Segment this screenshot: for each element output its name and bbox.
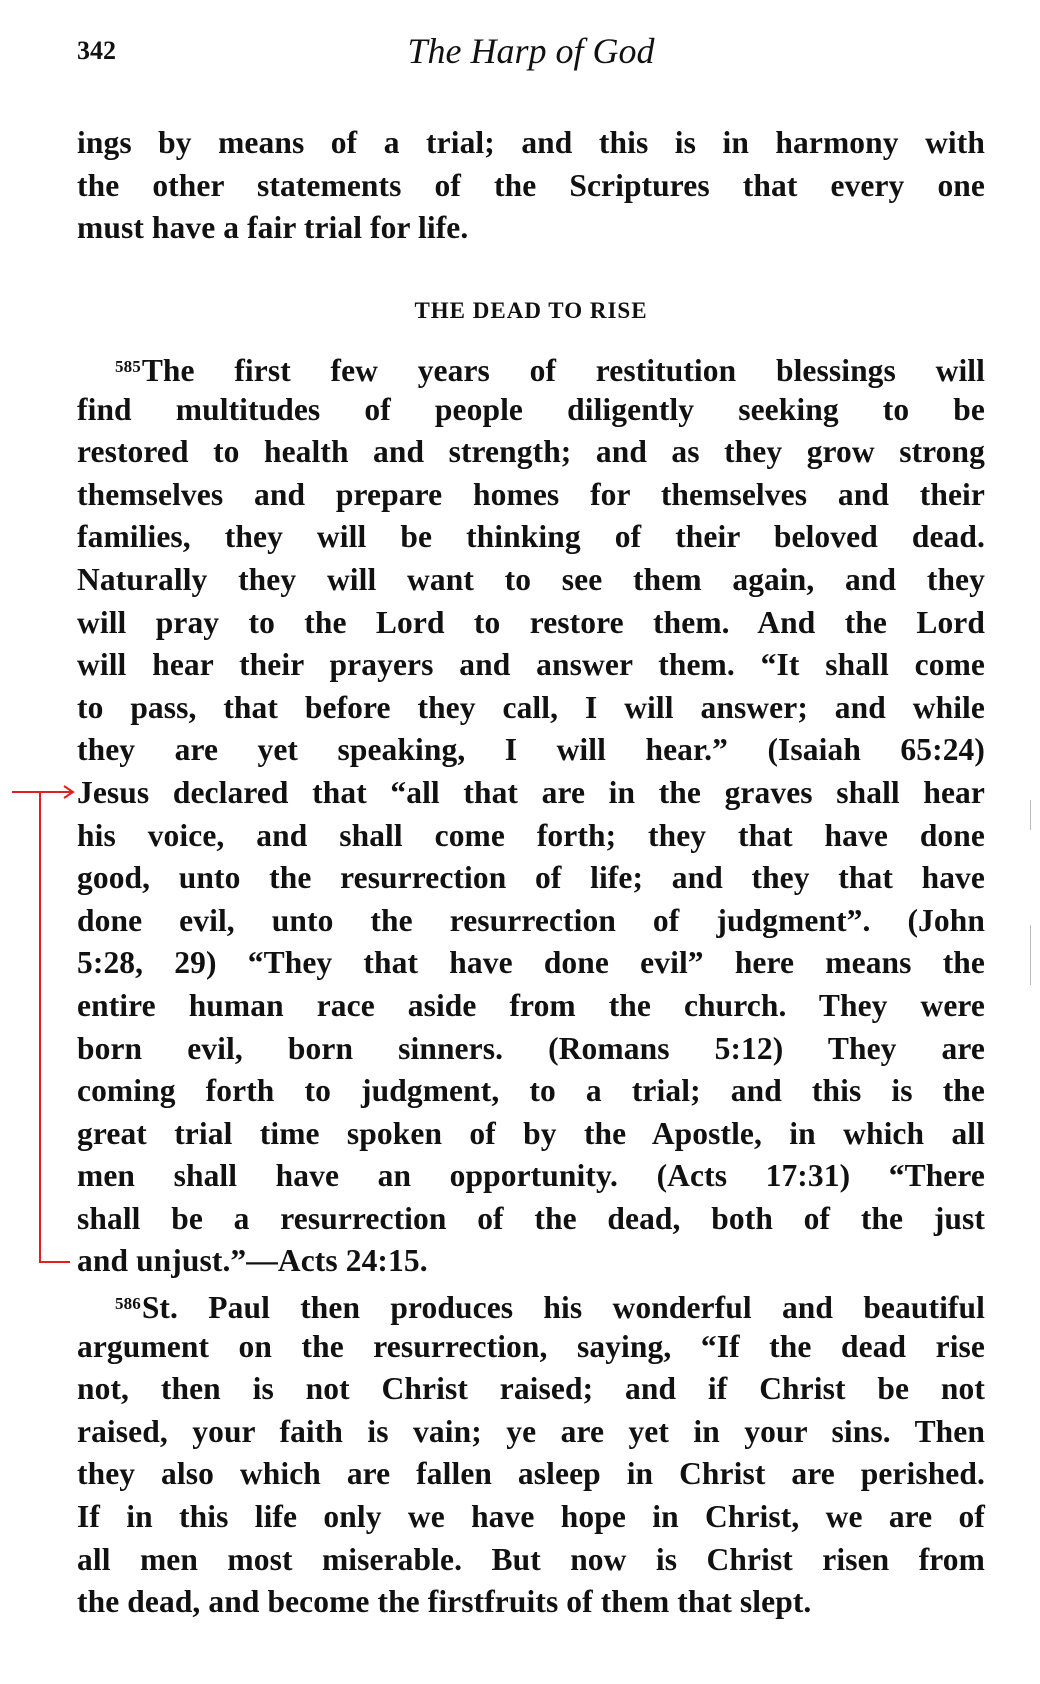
text-line [77, 389, 985, 432]
text-line [77, 942, 985, 985]
line-text: raised, your faith is vain; ye are yet in your sins. Then [77, 1413, 985, 1449]
scan-margin-mark [1030, 925, 1031, 985]
line-text: his voice, and shall come forth; they that have done [77, 817, 985, 853]
text-line [77, 1113, 985, 1156]
line-text: shall be a resurrection of the dead, both of the just [77, 1200, 985, 1236]
line-text: they also which are fallen asleep in Christ are perished. [77, 1456, 985, 1492]
text-line [77, 165, 985, 208]
paragraph-585 [77, 346, 985, 1283]
line-text: If in this life only we have hope in Christ, we are of [77, 1498, 985, 1534]
text-line [77, 772, 985, 815]
text-line [77, 207, 985, 250]
text-line [77, 900, 985, 943]
line-text: born evil, born sinners. (Romans 5:12) They are [77, 1030, 985, 1066]
line-text: the other statements of the Scriptures that every one [77, 167, 985, 203]
text-line [77, 1496, 985, 1539]
text-line [77, 1028, 985, 1071]
line-text: good, unto the resurrection of life; and they that have [77, 860, 985, 896]
line-text: to pass, that before they call, I will answer; and while [77, 689, 985, 725]
text-line [77, 516, 985, 559]
line-text: Naturally they will want to see them again, and they [77, 561, 985, 597]
line-text: they are yet speaking, I will hear.” (Isaiah 65:24) [77, 732, 985, 768]
line-text: will pray to the Lord to restore them. And the Lord [77, 604, 985, 640]
line-text: restored to health and strength; and as they grow strong [77, 434, 985, 470]
text-line [77, 474, 985, 517]
line-text: themselves and prepare homes for themselves and their [77, 476, 985, 512]
text-line [77, 857, 985, 900]
line-text: find multitudes of people diligently seeking to be [77, 391, 985, 427]
text-line [77, 815, 985, 858]
paragraph-number: 586 [115, 1294, 141, 1313]
line-text: St. Paul then produces his wonderful and beautiful [141, 1290, 985, 1325]
text-line [77, 559, 985, 602]
line-text: families, they will be thinking of their beloved dead. [77, 519, 985, 555]
text-line [77, 1411, 985, 1454]
text-line [77, 1581, 985, 1624]
text-line [77, 985, 985, 1028]
paragraph-586 [77, 1283, 985, 1624]
text-line [77, 644, 985, 687]
text-line [77, 1240, 985, 1283]
line-text: all men most miserable. But now is Christ risen from [77, 1541, 985, 1577]
text-line [77, 1539, 985, 1582]
line-text: argument on the resurrection, saying, “If the dead rise [77, 1328, 985, 1364]
text-line [77, 687, 985, 730]
paragraph-number: 585 [115, 357, 141, 376]
red-bracket-annotation [0, 0, 90, 1684]
line-text: Jesus declared that “all that are in the graves shall hear [77, 774, 985, 810]
text-line [77, 1326, 985, 1369]
section-heading: THE DEAD TO RISE [414, 298, 648, 323]
text-line [77, 122, 985, 165]
line-text: ings by means of a trial; and this is in harmony with [77, 125, 985, 160]
running-header [77, 30, 985, 74]
line-text: the dead, and become the firstfruits of them that slept. [77, 1584, 812, 1620]
text-line [77, 431, 985, 474]
text-line [77, 346, 985, 389]
continuation-paragraph [77, 122, 985, 250]
text-line [77, 1283, 985, 1326]
text-line [77, 1198, 985, 1241]
line-text: done evil, unto the resurrection of judgment”. (John [77, 902, 985, 938]
line-text: entire human race aside from the church. They were [77, 987, 985, 1023]
book-title: The Harp of God [407, 31, 655, 71]
line-text: and unjust.”—Acts 24:15. [77, 1243, 428, 1279]
line-text: will hear their prayers and answer them. “It shall come [77, 647, 985, 683]
line-text: men shall have an opportunity. (Acts 17:31) “There [77, 1158, 985, 1194]
line-text: 5:28, 29) “They that have done evil” here means the [77, 945, 985, 981]
text-line [77, 1453, 985, 1496]
line-text: not, then is not Christ raised; and if Christ be not [77, 1371, 985, 1407]
text-line [77, 1070, 985, 1113]
line-text: coming forth to judgment, to a trial; and this is the [77, 1073, 985, 1109]
scan-margin-mark [1030, 800, 1031, 830]
line-text: The first few years of restitution blessings will [141, 353, 985, 388]
bracket-line [12, 792, 70, 1262]
text-line [77, 729, 985, 772]
line-text: great trial time spoken of by the Apostle, in which all [77, 1115, 985, 1151]
line-text: must have a fair trial for life. [77, 210, 469, 246]
text-line [77, 1368, 985, 1411]
text-line [77, 602, 985, 645]
text-line [77, 1155, 985, 1198]
page-number: 342 [77, 36, 116, 65]
